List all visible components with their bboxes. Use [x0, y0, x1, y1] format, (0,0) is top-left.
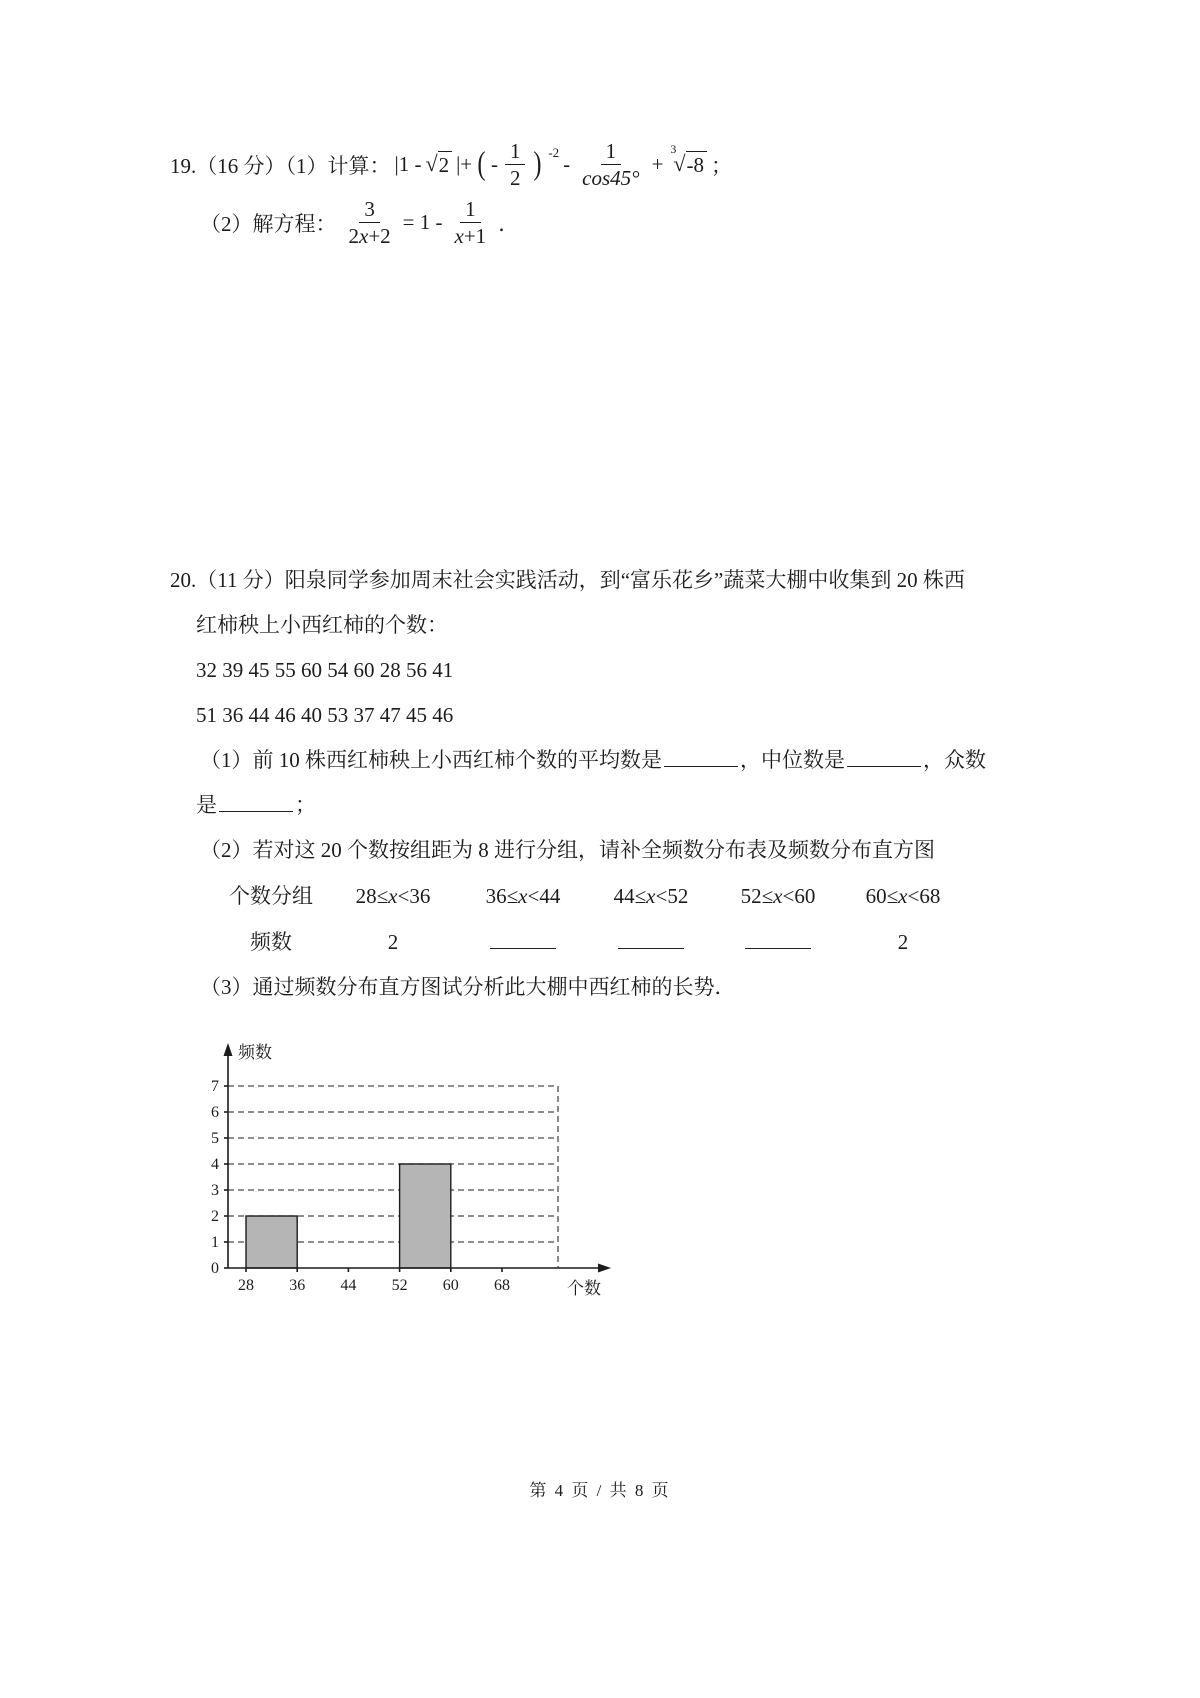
table-header-range-5: 60≤x<68	[865, 884, 941, 908]
question-19-part1	[170, 138, 732, 192]
q20-part1-text-e: ；	[295, 793, 316, 817]
q19-f1-abs-open: |1 -	[394, 152, 422, 177]
q20-data-row1: 32 39 45 55 60 54 60 28 56 41	[196, 658, 454, 682]
fraction-one-over-cos45: $\frac{1}{\cos 45^\circ}$	[582, 139, 640, 191]
answer-blank-freq-3	[618, 926, 684, 949]
svg-text:3: 3	[211, 1182, 219, 1199]
right-paren: )	[533, 146, 542, 183]
q20-part2-line: （2）若对这 20 个数按组距为 8 进行分组，请补全频数分布表及频数分布直方图	[200, 838, 935, 862]
table-header-groups: 个数分组	[229, 884, 313, 908]
answer-blank-freq-2	[490, 926, 556, 949]
q20-part1-text-c: ，众数	[923, 748, 986, 772]
radical-sign: √	[673, 151, 686, 177]
table-header-range-3: 44≤x<52	[613, 884, 689, 908]
svg-text:6: 6	[211, 1104, 219, 1121]
svg-text:2: 2	[211, 1208, 219, 1225]
q20-part1-text-a: （1）前 10 株西红柿秧上小西红柿个数的平均数是	[200, 748, 662, 772]
q19-f1-minus: -	[563, 152, 571, 177]
exponent: -2	[548, 144, 560, 160]
q19-f1-plus: +	[651, 152, 664, 177]
q19-part1-prefix: 19.（16 分）（1）计算：	[170, 153, 391, 178]
svg-text:60: 60	[442, 1277, 459, 1294]
q20-line1: 20.（11 分）阳泉同学参加周末社会实践活动，到“富乐花乡”蔬菜大棚中收集到 20 株西	[170, 568, 965, 592]
frequency-value-5: 2	[897, 930, 909, 954]
q20-part1-line1	[170, 738, 1030, 783]
q19-part2-prefix: （2）解方程：	[200, 211, 337, 236]
q20-part1-text-b: ，中位数是	[740, 748, 845, 772]
q19-f1-neg: -	[490, 152, 498, 177]
q20-part1-line2	[170, 783, 1030, 828]
answer-blank-mode	[219, 789, 293, 812]
q20-line2: 红柿秧上小西红柿的个数：	[196, 613, 448, 637]
svg-text:频数: 频数	[238, 1043, 272, 1062]
frequency-blank-2	[459, 919, 587, 965]
fraction-one-half: $\frac{1}{2}$	[505, 138, 526, 192]
fraction-3-over-2x2: $\frac{3}{2x+2}$	[348, 197, 391, 249]
q19-f2-mid: = 1 -	[402, 210, 443, 235]
svg-text:4: 4	[211, 1156, 219, 1173]
answer-blank-median	[847, 744, 921, 767]
q19-f1-end: ；	[711, 153, 733, 178]
svg-text:个数: 个数	[567, 1279, 601, 1298]
table-header-range-4: 52≤x<60	[740, 884, 816, 908]
question-20	[170, 558, 1030, 1324]
svg-text:44: 44	[340, 1277, 357, 1294]
page-footer: 第 4 页 / 共 8 页	[529, 1481, 671, 1500]
frequency-blank-4	[715, 919, 841, 965]
svg-text:36: 36	[289, 1277, 306, 1294]
q20-data-row2: 51 36 44 46 40 53 37 47 45 46	[196, 703, 454, 727]
frequency-table	[215, 873, 1030, 965]
frequency-histogram	[188, 1018, 1030, 1324]
histogram-svg	[188, 1018, 628, 1318]
q19-f2-end: ．	[498, 211, 520, 236]
table-header-range-2: 36≤x<44	[485, 884, 561, 908]
radicand: 2	[438, 151, 453, 178]
q19-f1-abs-close: |+	[456, 152, 473, 177]
sqrt-radical	[425, 151, 452, 178]
svg-text:0: 0	[211, 1260, 219, 1277]
radicand: -8	[686, 151, 708, 178]
q20-part1-text-d: 是	[196, 793, 217, 817]
table-header-range-1: 28≤x<36	[355, 884, 431, 908]
svg-text:5: 5	[211, 1130, 219, 1147]
frequency-blank-3	[587, 919, 715, 965]
table-row-label-frequency: 频数	[250, 930, 292, 954]
fraction-1-over-x1: $\frac{1}{x+1}$	[454, 197, 487, 249]
svg-text:28: 28	[238, 1277, 254, 1294]
svg-text:7: 7	[211, 1078, 219, 1095]
left-paren: (	[477, 146, 486, 183]
answer-blank-mean	[664, 744, 738, 767]
radical-sign: √	[425, 151, 438, 177]
frequency-value-1: 2	[387, 930, 399, 954]
cube-root	[670, 142, 707, 178]
svg-text:68: 68	[494, 1277, 510, 1294]
q20-part3-line: （3）通过频数分布直方图试分析此大棚中西红柿的长势．	[200, 975, 736, 999]
svg-text:52: 52	[391, 1277, 408, 1294]
question-19-part2	[200, 196, 519, 250]
svg-text:1: 1	[211, 1234, 219, 1251]
root-index: 3	[670, 142, 677, 157]
answer-blank-freq-4	[745, 926, 811, 949]
